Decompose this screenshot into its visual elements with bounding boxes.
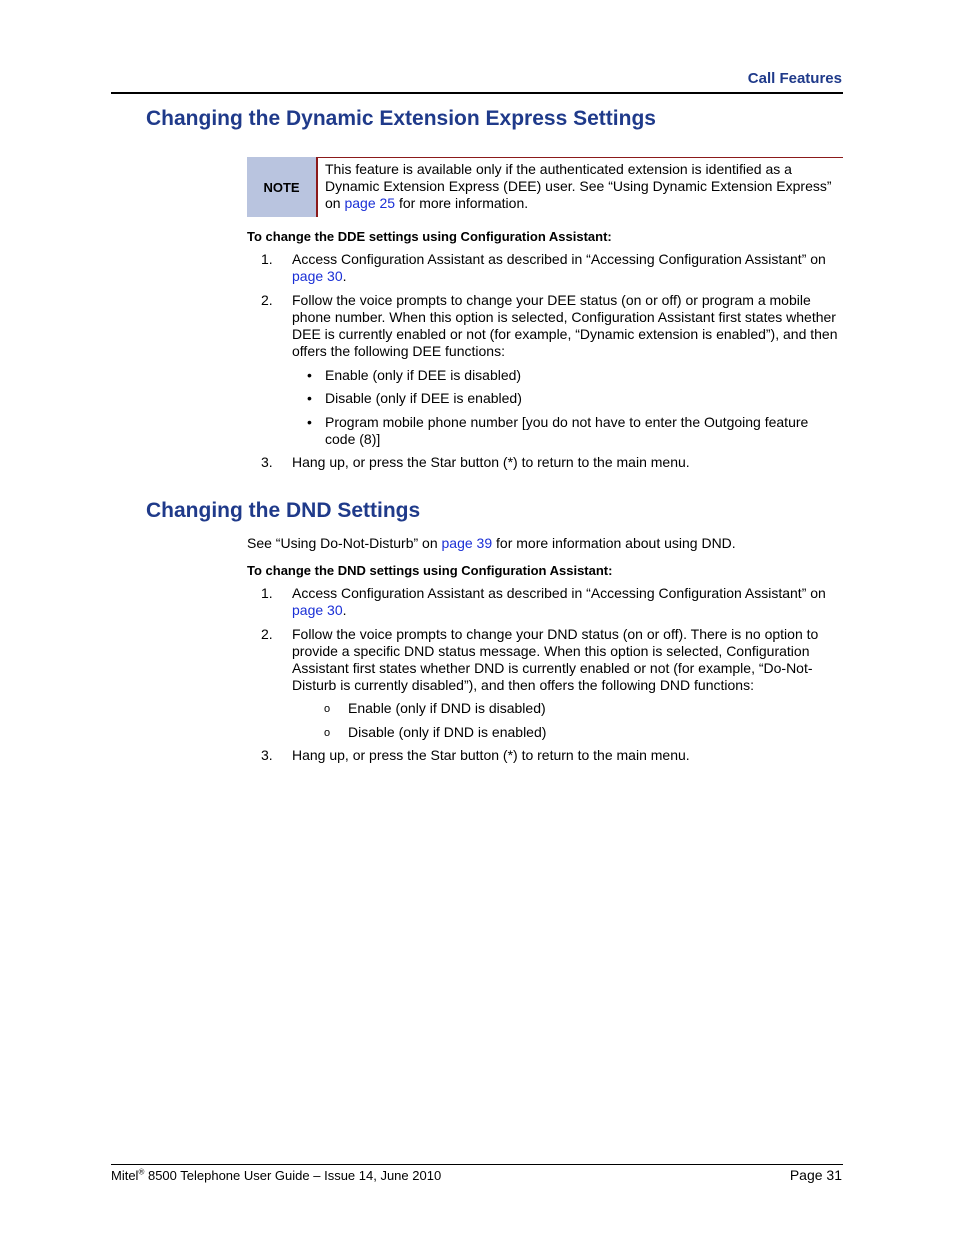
section-title-dee: Changing the Dynamic Extension Express Settings	[146, 107, 656, 130]
bullet-item: Disable (only if DND is enabled)	[348, 724, 547, 740]
bullet-dot: •	[307, 367, 312, 383]
footer-guide-title: Mitel® 8500 Telephone User Guide – Issue 14, June 2010	[111, 1167, 442, 1183]
procedure-heading-dee: To change the DDE settings using Configuration Assistant:	[247, 229, 612, 244]
step-number: 1.	[261, 585, 273, 601]
step-text: Access Configuration Assistant as described in “Accessing Configuration Assistant” on page 30.	[292, 585, 826, 618]
running-header: Call Features	[747, 70, 842, 87]
note-line: on page 25 for more information.	[325, 195, 529, 211]
bullet-item: Enable (only if DEE is disabled)	[325, 367, 522, 383]
bullet-dot: •	[307, 390, 312, 406]
circle-bullet: o	[324, 703, 331, 715]
step-number: 2.	[261, 292, 273, 308]
note-separator	[316, 157, 318, 217]
bullet-item: Program mobile phone number [you do not have to enter the Outgoing feature code (8)]	[325, 414, 809, 447]
page-number: Page 31	[789, 1167, 842, 1183]
step-number: 1.	[261, 251, 273, 267]
section-title-dnd: Changing the DND Settings	[146, 499, 421, 522]
procedure-heading-dnd: To change the DND settings using Configuration Assistant:	[247, 563, 613, 578]
bullet-item: Enable (only if DND is disabled)	[348, 700, 546, 716]
note-line: This feature is available only if the authenticated extension is identified as a	[325, 161, 792, 177]
bullet-item: Disable (only if DEE is enabled)	[325, 390, 522, 406]
step-text: Access Configuration Assistant as described in “Accessing Configuration Assistant” on page 30.	[292, 251, 826, 284]
step-number: 3.	[261, 454, 273, 470]
step-text: Follow the voice prompts to change your DEE status (on or off) or program a mobile phone number. When this option is selected, Configuration Assistant first states whether DEE is currently enabled or not (for example, “Dynamic extension is enabled”), and then offers the following DEE functions:	[292, 292, 838, 359]
header-rule	[111, 92, 843, 94]
page-link[interactable]: page 25	[344, 195, 396, 211]
note-line: Dynamic Extension Express (DEE) user. See “Using Dynamic Extension Express”	[325, 178, 832, 194]
page-link[interactable]: page 30	[292, 602, 343, 618]
circle-bullet: o	[324, 727, 331, 739]
page-link[interactable]: page 30	[292, 268, 343, 284]
dnd-intro: See “Using Do-Not-Disturb” on page 39 for more information about using DND.	[247, 535, 736, 551]
step-text: Hang up, or press the Star button (*) to return to the main menu.	[292, 747, 690, 763]
footer-rule	[111, 1164, 843, 1165]
note-top-rule	[318, 157, 843, 158]
note-text	[325, 161, 840, 212]
step-text: Follow the voice prompts to change your DND status (on or off). There is no option to provide a specific DND status message. When this option is selected, Configuration Assistant first states whether DND is currently enabled or not (for example, “Do-Not- Disturb is currently disabled”), and then offers the following DND functions:	[292, 626, 819, 693]
note-label: NOTE	[247, 157, 316, 217]
bullet-dot: •	[307, 414, 312, 430]
step-number: 2.	[261, 626, 273, 642]
step-text: Hang up, or press the Star button (*) to return to the main menu.	[292, 454, 690, 470]
step-number: 3.	[261, 747, 273, 763]
note-box	[247, 157, 843, 217]
page-link[interactable]: page 39	[441, 535, 493, 551]
